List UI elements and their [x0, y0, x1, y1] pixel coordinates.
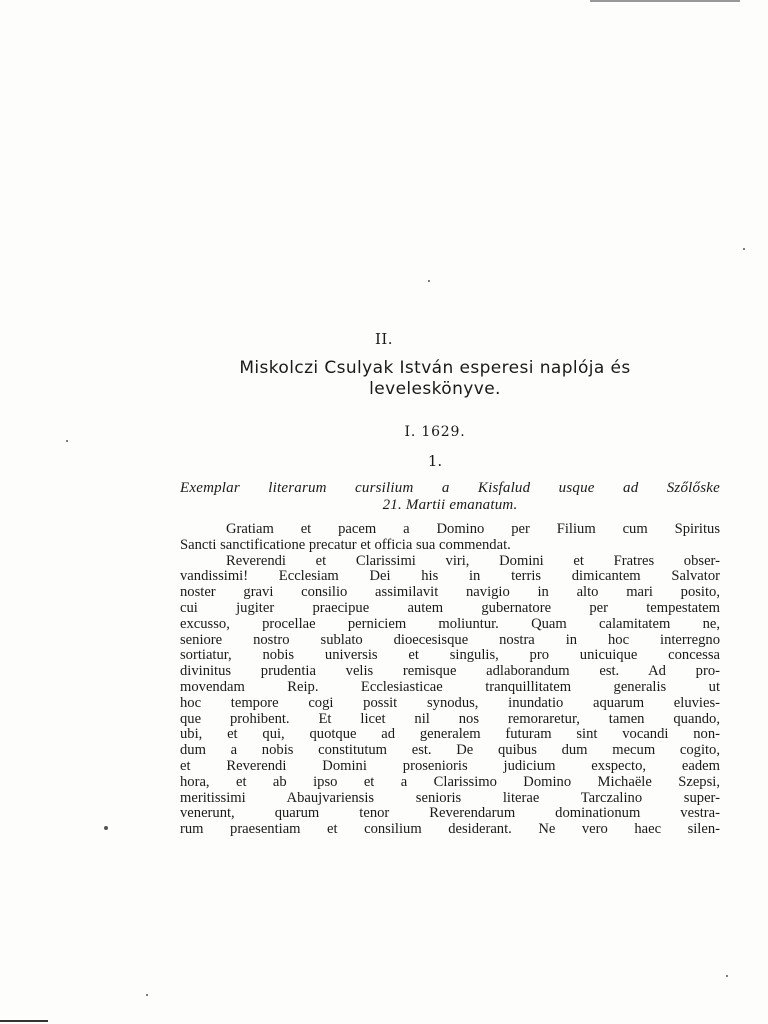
body-line: rum praesentiam et consilium desiderant. Ne vero haec silen-: [180, 822, 720, 838]
chapter-title: [130, 358, 740, 400]
body-line: ubi, et qui, quotque ad generalem futuram sint vocandi non-: [180, 727, 720, 743]
document-title-line-2: 21. Martii emanatum.: [382, 497, 518, 513]
body-line: dum a nobis constitutum est. De quibus dum mecum cogito,: [180, 743, 720, 759]
scan-speck: [66, 440, 68, 442]
scan-speck: [726, 975, 728, 977]
body-line: movendam Reip. Ecclesiasticae tranquillitatem generalis ut: [180, 679, 720, 695]
scan-speck: [146, 994, 148, 996]
chapter-title-line-2: leveleskönyve.: [369, 379, 501, 399]
body-text: [180, 522, 720, 838]
scan-edge-mark: [0, 1020, 48, 1022]
section-number: II.: [374, 330, 394, 348]
body-line: hoc tempore cogi possit synodus, inundatio aquarum eluvies-: [180, 695, 720, 711]
body-line: et Reverendi Domini prosenioris judicium exspecto, eadem: [180, 758, 720, 774]
year-heading: I. 1629.: [404, 424, 466, 440]
chapter-title-line-1: Miskolczi Csulyak István esperesi naplója és: [239, 358, 631, 378]
body-line: excusso, procellae perniciem moliuntur. Quam calamitatem ne,: [180, 616, 720, 632]
body-line: Gratiam et pacem a Domino per Filium cum Spiritus: [226, 522, 720, 537]
body-line: Sancti sanctificatione precatur et officia sua commendat.: [180, 537, 511, 553]
scan-speck: [428, 280, 430, 282]
body-line: venerunt, quarum tenor Reverendarum dominationum vestra-: [180, 806, 720, 822]
scan-speck: [743, 248, 745, 250]
body-line: vandissimi! Ecclesiam Dei his in terris dimicantem Salvator: [180, 569, 720, 585]
document-title-line-1: Exemplar literarum cursilium a Kisfalud usque ad Szőlőske: [180, 480, 720, 496]
scan-edge-mark: [590, 0, 740, 2]
body-line: divinitus prudentia velis remisque adlaborandum est. Ad pro-: [180, 664, 720, 680]
document-title: [180, 480, 720, 514]
body-line: cui jugiter praecipue autem gubernatore per tempestatem: [180, 600, 720, 616]
body-line: sortiatur, nobis universis et singulis, pro unicuique concessa: [180, 648, 720, 664]
body-line: hora, et ab ipso et a Clarissimo Domino Michaële Szepsi,: [180, 774, 720, 790]
scan-speck: [104, 826, 108, 830]
body-line: que prohibent. Et licet nil nos remoraretur, tamen quando,: [180, 711, 720, 727]
body-line: noster gravi consilio assimilavit navigio in alto mari posito,: [180, 585, 720, 601]
body-line: seniore nostro sublato dioecesisque nostra in hoc interregno: [180, 632, 720, 648]
document-number: 1.: [427, 452, 443, 470]
body-line: meritissimi Abaujvariensis senioris literae Tarczalino super-: [180, 790, 720, 806]
body-line: Reverendi et Clarissimi viri, Domini et Fratres obser-: [226, 553, 720, 569]
